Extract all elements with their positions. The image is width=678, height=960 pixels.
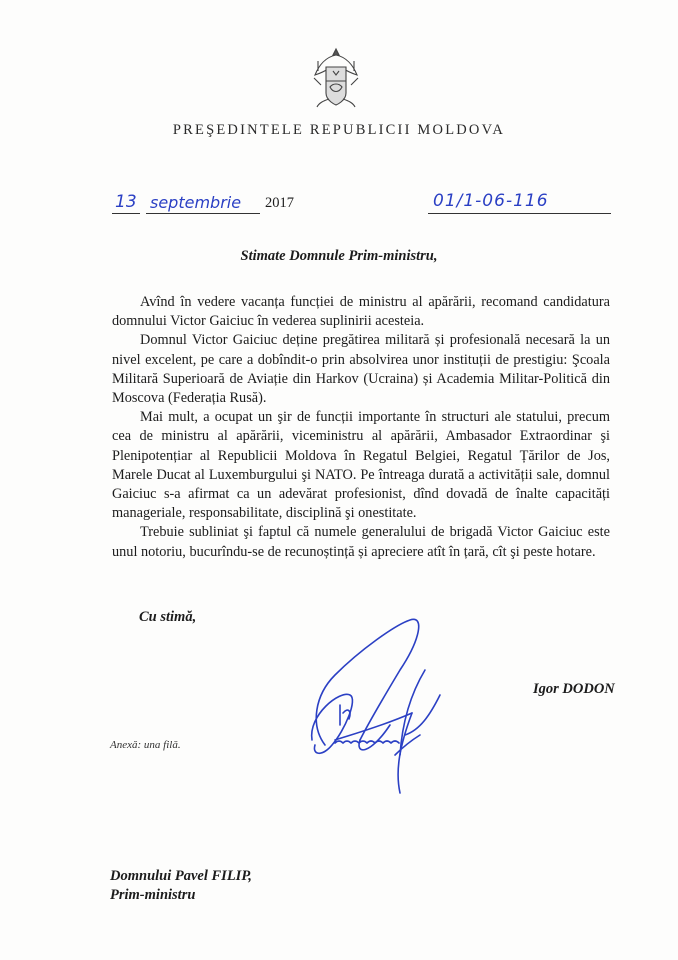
date-day: 13: [115, 192, 137, 212]
letter-body: [112, 293, 610, 562]
paragraph: Domnul Victor Gaiciuc deține pregătirea militară și profesională necesară la un nivel excelent, pe care a dobîndit-o prin absolvirea unor instituții de prestigiu: Şcoala Militară Superioară de Aviație din Harkov (Ucraina) și Academia Militar-Politică din Moscova (Federația Rusă).: [112, 332, 610, 407]
paragraph: Avînd în vedere vacanța funcției de ministru al apărării, recomand candidatura domnului Victor Gaiciuc în vederea suplinirii acesteia.: [112, 294, 610, 330]
addressee-name: Domnului Pavel FILIP,: [110, 868, 252, 884]
header-title: PREŞEDINTELE REPUBLICII MOLDOVA: [172, 122, 506, 138]
salutation: Stimate Domnule Prim-ministru,: [240, 248, 438, 264]
reference-number: 01/1-06-116: [433, 191, 549, 211]
date-year: 2017: [265, 195, 294, 211]
signer-name: Igor DODON: [533, 681, 615, 697]
paragraph: Mai mult, a ocupat un şir de funcții importante în structuri ale statului, precum cea de ministru al apărării, viceministru al apărării, Ambasador Extraordinar şi Plenipotențiar al Republicii Moldova în Regatul Belgiei, Regatul Țărilor de Jos, Marele Ducat al Luxemburgului şi NATO. Pe întreaga durată a activității sale, domnul Gaiciuc s-a afirmat ca un adevărat profesionist, dînd dovadă de înalte capacități manageriale, responsabilitate, disciplină şi onestitate.: [112, 409, 610, 522]
date-day-underline: [112, 213, 140, 214]
moldova-coat-of-arms-icon: [309, 45, 363, 109]
handwritten-signature: [300, 595, 470, 800]
addressee: [110, 867, 252, 905]
annex-note: Anexă: una filă.: [110, 739, 181, 751]
addressee-title: Prim-ministru: [110, 887, 196, 903]
date-month: septembrie: [150, 193, 242, 212]
date-month-underline: [146, 213, 260, 214]
closing: Cu stimă,: [139, 609, 197, 625]
reference-underline: [428, 213, 611, 214]
paragraph: Trebuie subliniat şi faptul că numele generalului de brigadă Victor Gaiciuc este unul notoriu, bucurîndu-se de recunoștință și apreciere atît în țară, cît şi peste hotare.: [112, 524, 610, 560]
